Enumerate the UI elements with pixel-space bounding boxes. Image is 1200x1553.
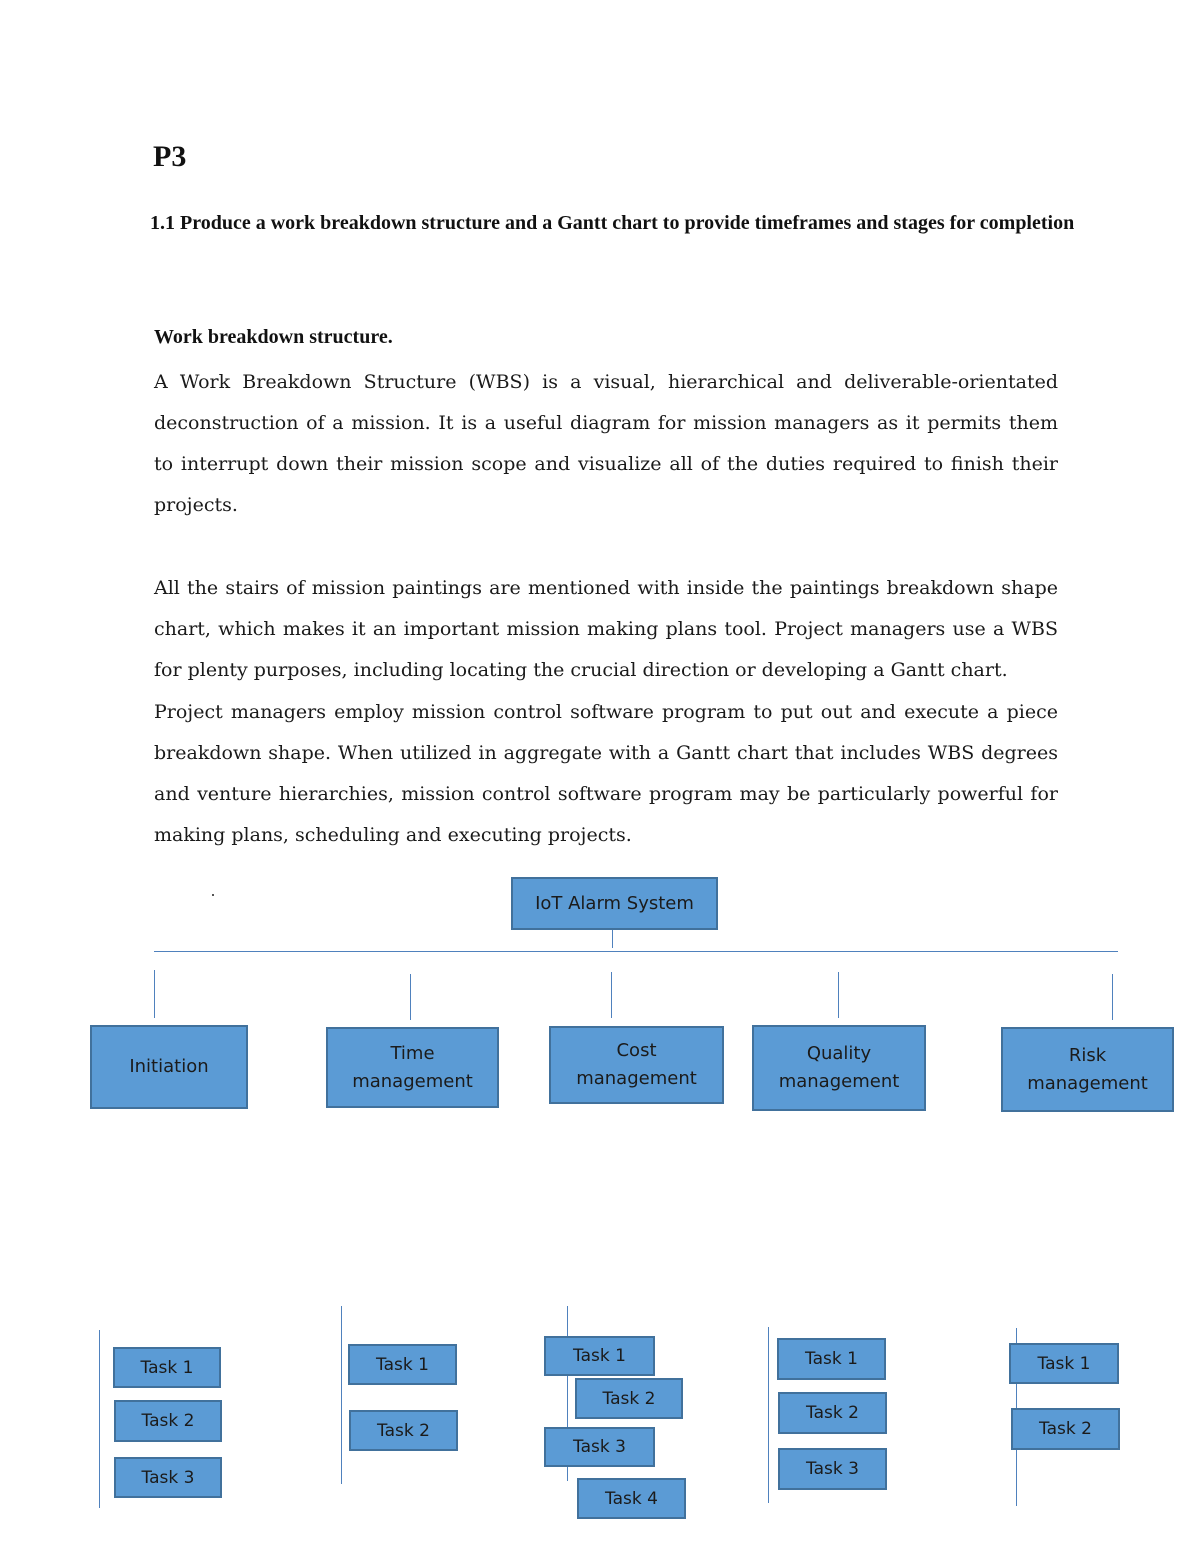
- task-node: Task 2: [1011, 1408, 1120, 1450]
- task-node: Task 1: [544, 1336, 655, 1376]
- task-node: Task 3: [544, 1427, 655, 1467]
- branch-node-time-management: Time management: [326, 1027, 499, 1108]
- stray-dot: [212, 894, 214, 896]
- task-node: Task 1: [113, 1347, 221, 1388]
- branch-connector: [1112, 974, 1113, 1020]
- task-node: Task 3: [114, 1457, 222, 1498]
- task-node: Task 2: [575, 1378, 683, 1419]
- page-heading: P3: [153, 140, 187, 173]
- task-node: Task 1: [348, 1344, 457, 1385]
- branch-node-risk-management: Risk management: [1001, 1027, 1174, 1112]
- task-node: Task 1: [777, 1338, 886, 1380]
- branch-connector: [838, 972, 839, 1018]
- task-node: Task 1: [1009, 1343, 1119, 1384]
- branch-node-initiation: Initiation: [90, 1025, 248, 1109]
- branch-node-quality-management: Quality management: [752, 1025, 926, 1111]
- branch-connector: [410, 974, 411, 1020]
- task-node: Task 4: [577, 1478, 686, 1519]
- wbs-title: Work breakdown structure.: [154, 326, 393, 348]
- root-connector: [612, 930, 613, 948]
- paragraph: Project managers employ mission control software program to put out and execute a piece breakdown shape. When utilized in aggregate with a Gantt chart that includes WBS degrees and venture hierarchies, mission control software program may be particularly powerful for making plans, scheduling and executing projects.: [154, 701, 1058, 846]
- task-node: Task 2: [349, 1410, 458, 1451]
- task-node: Task 2: [778, 1392, 887, 1434]
- section-subheading: 1.1 Produce a work breakdown structure and a Gantt chart to provide timeframes and stages for completion: [150, 212, 1075, 234]
- paragraph: A Work Breakdown Structure (WBS) is a visual, hierarchical and deliverable-orientated deconstruction of a mission. It is a useful diagram for mission managers as it permits them to interrupt down their mission scope and visualize all of the duties required to finish their projects.: [154, 371, 1058, 516]
- wbs-root-node: IoT Alarm System: [511, 877, 718, 930]
- branch-bus-line: [154, 951, 1118, 952]
- task-node: Task 2: [114, 1400, 222, 1442]
- branch-node-cost-management: Cost management: [549, 1026, 724, 1104]
- branch-connector: [611, 972, 612, 1018]
- paragraph: All the stairs of mission paintings are mentioned with inside the paintings breakdown shape chart, which makes it an important mission making plans tool. Project managers use a WBS for plenty purposes, including locating the crucial direction or developing a Gantt chart.: [154, 577, 1058, 681]
- branch-connector: [154, 970, 155, 1018]
- task-group-line: [341, 1306, 342, 1484]
- task-node: Task 3: [778, 1448, 887, 1490]
- task-group-line: [768, 1327, 769, 1503]
- task-group-line: [99, 1330, 100, 1508]
